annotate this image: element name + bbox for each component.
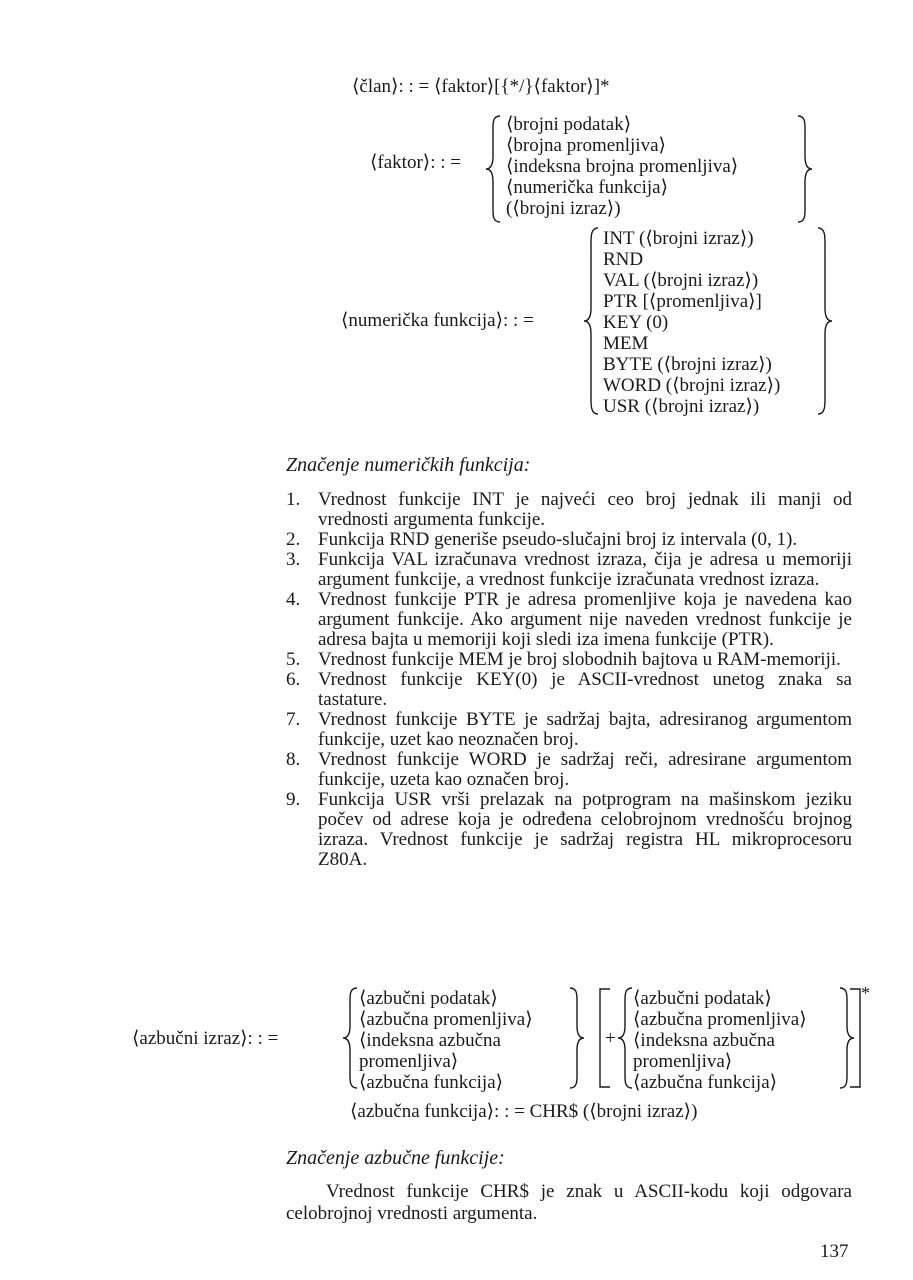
item-number: 7. bbox=[286, 709, 301, 730]
numericka-right-brace bbox=[814, 226, 834, 416]
list-item bbox=[286, 530, 852, 550]
item-number: 5. bbox=[286, 649, 301, 670]
item-number: 9. bbox=[286, 789, 301, 810]
chr-description: Vrednost funkcije CHR$ je znak u ASCII-kodu koji odgovara celobrojnoj vrednosti argumenta. bbox=[286, 1181, 852, 1224]
numericka-option: BYTE (⟨brojni izraz⟩) bbox=[603, 354, 772, 375]
page-number: 137 bbox=[820, 1241, 849, 1262]
numericka-option: VAL (⟨brojni izraz⟩) bbox=[603, 270, 759, 291]
faktor-options bbox=[506, 114, 738, 219]
numericka-option: USR (⟨brojni izraz⟩) bbox=[603, 396, 760, 417]
azbucni-star: * bbox=[861, 983, 870, 1003]
item-text: Vrednost funkcije INT je najveći ceo broj jednak ili manji od vrednosti argumenta funkcije. bbox=[318, 489, 852, 530]
list-item bbox=[286, 750, 852, 790]
faktor-left-brace bbox=[484, 114, 504, 224]
azbucni-option: promenljiva⟩ bbox=[633, 1051, 733, 1072]
list-item bbox=[286, 590, 852, 650]
item-number: 1. bbox=[286, 489, 301, 510]
numericka-lhs: ⟨numerička funkcija⟩: : = bbox=[341, 310, 534, 331]
item-text: Vrednost funkcije KEY(0) je ASCII-vrednost unetog znaka sa tastature. bbox=[318, 669, 852, 710]
faktor-option: ⟨numerička funkcija⟩ bbox=[506, 177, 669, 198]
list-item bbox=[286, 790, 852, 870]
numericka-option: KEY (0) bbox=[603, 312, 669, 333]
item-text: Funkcija RND generiše pseudo-slučajni broj iz intervala (0, 1). bbox=[318, 529, 798, 550]
numeric-functions-list bbox=[286, 490, 852, 870]
item-text: Vrednost funkcije WORD je sadržaj reči, adresirane argumentom funkcije, uzeta kao označen broj. bbox=[318, 749, 852, 790]
azbucni-plus: + bbox=[605, 1028, 616, 1049]
numericka-option: PTR [⟨promenljiva⟩] bbox=[603, 291, 762, 312]
numericka-left-brace bbox=[582, 226, 602, 416]
azbucni-options-right bbox=[633, 988, 807, 1093]
faktor-option: (⟨brojni izraz⟩) bbox=[506, 198, 621, 219]
list-item bbox=[286, 650, 852, 670]
azbucni-option: ⟨azbučna promenljiva⟩ bbox=[633, 1009, 807, 1030]
azbucni-right-brace-1 bbox=[566, 986, 586, 1090]
list-item bbox=[286, 710, 852, 750]
azbucni-options-left bbox=[359, 988, 533, 1093]
chr-rule: ⟨azbučna funkcija⟩: : = CHR$ (⟨brojni izraz⟩) bbox=[350, 1101, 698, 1122]
item-text: Funkcija USR vrši prelazak na potprogram na mašinskom jeziku počev od adrese koja je određena celobrojnom vrednošću brojnog izraza. Vrednost funkcije je sadržaj registra HL mikroprocesoru Z80A. bbox=[318, 789, 852, 870]
item-number: 6. bbox=[286, 669, 301, 690]
list-item bbox=[286, 490, 852, 530]
item-text: Vrednost funkcije BYTE je sadržaj bajta, adresiranog argumentom funkcije, uzet kao neoznačen broj. bbox=[318, 709, 852, 750]
section-heading-numeric: Značenje numeričkih funkcija: bbox=[286, 454, 531, 476]
azbucni-option: ⟨azbučni podatak⟩ bbox=[633, 988, 772, 1009]
azbucni-option: ⟨indeksna azbučna bbox=[359, 1030, 501, 1051]
clan-rule: ⟨član⟩: : = ⟨faktor⟩[{*/}⟨faktor⟩]* bbox=[352, 76, 610, 97]
item-number: 2. bbox=[286, 529, 301, 550]
faktor-option: ⟨indeksna brojna promenljiva⟩ bbox=[506, 156, 739, 177]
numericka-option: INT (⟨brojni izraz⟩) bbox=[603, 228, 754, 249]
azbucni-option: ⟨azbučna promenljiva⟩ bbox=[359, 1009, 533, 1030]
item-number: 3. bbox=[286, 549, 301, 570]
azbucni-option: promenljiva⟩ bbox=[359, 1051, 459, 1072]
item-text: Vrednost funkcije PTR je adresa promenljive koja je navedena kao argument funkcije. Ako argument nije naveden vrednost funkcije je adresa bajta u memoriji koji sledi iza imena funkcije (PTR). bbox=[318, 589, 852, 650]
azbucni-lhs: ⟨azbučni izraz⟩: : = bbox=[132, 1028, 279, 1049]
faktor-lhs: ⟨faktor⟩: : = bbox=[370, 152, 461, 173]
azbucni-left-brace-1 bbox=[341, 986, 361, 1090]
azbucni-option: ⟨indeksna azbučna bbox=[633, 1030, 775, 1051]
faktor-option: ⟨brojna promenljiva⟩ bbox=[506, 135, 666, 156]
numericka-option: MEM bbox=[603, 333, 649, 354]
item-number: 8. bbox=[286, 749, 301, 770]
faktor-right-brace bbox=[794, 114, 814, 224]
item-text: Funkcija VAL izračunava vrednost izraza, čija je adresa u memoriji argument funkcije, a vrednost funkcije izračunata vrednost izraza. bbox=[318, 549, 852, 590]
list-item bbox=[286, 550, 852, 590]
section-heading-string: Značenje azbučne funkcije: bbox=[286, 1147, 505, 1169]
faktor-option: ⟨brojni podatak⟩ bbox=[506, 114, 632, 135]
item-text: Vrednost funkcije MEM je broj slobodnih bajtova u RAM-memoriji. bbox=[318, 649, 841, 670]
item-number: 4. bbox=[286, 589, 301, 610]
azbucni-close-bracket bbox=[848, 988, 862, 1088]
azbucni-option: ⟨azbučni podatak⟩ bbox=[359, 988, 498, 1009]
numericka-option: WORD (⟨brojni izraz⟩) bbox=[603, 375, 781, 396]
azbucni-option: ⟨azbučna funkcija⟩ bbox=[633, 1072, 778, 1093]
numericka-options bbox=[603, 228, 780, 417]
azbucni-option: ⟨azbučna funkcija⟩ bbox=[359, 1072, 504, 1093]
list-item bbox=[286, 670, 852, 710]
numericka-option: RND bbox=[603, 249, 644, 270]
